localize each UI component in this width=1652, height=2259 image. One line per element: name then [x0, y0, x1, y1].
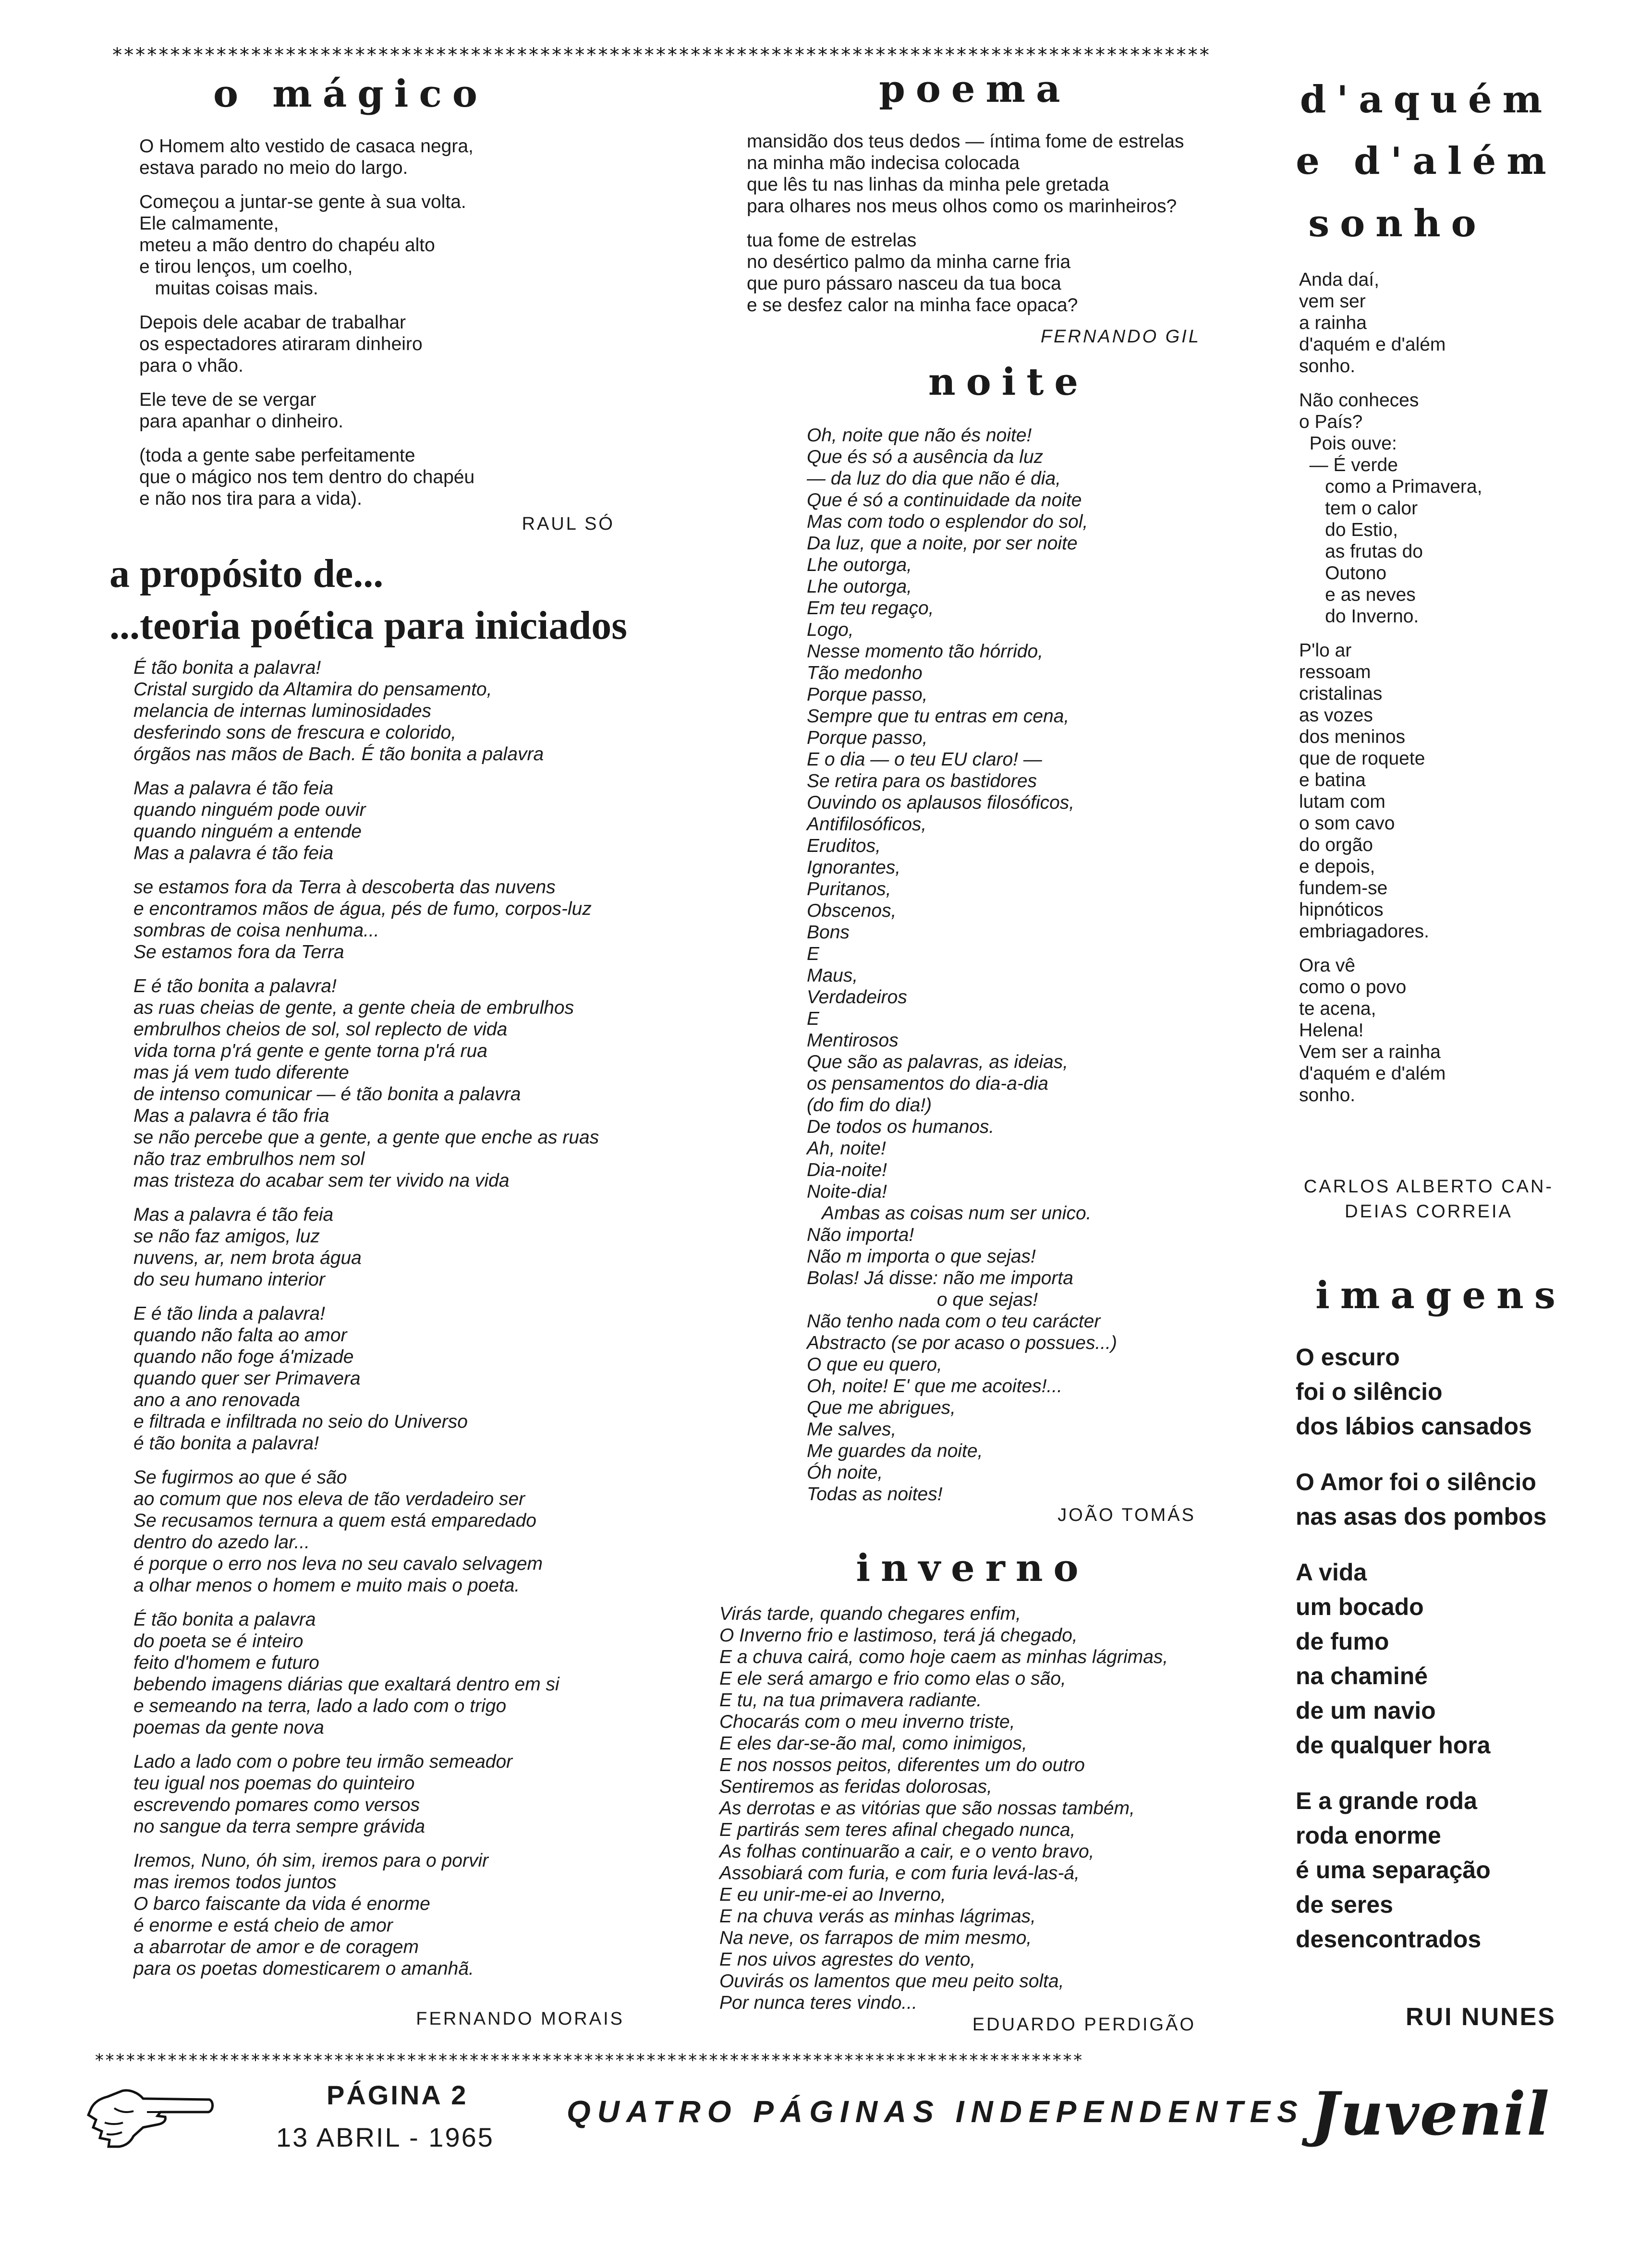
poem-line: sombras de coisa nenhuma...: [134, 920, 379, 941]
poem-line: P'lo ar: [1299, 640, 1352, 661]
poem-line: Sempre que tu entras em cena,: [807, 706, 1069, 727]
stanza: [139, 389, 581, 432]
aquem-title-3: sonho: [1308, 202, 1487, 245]
poem-line: Em teu regaço,: [807, 598, 934, 619]
aquem-author-1: CARLOS ALBERTO CAN-: [1303, 1177, 1554, 1197]
poem-line: meteu a mão dentro do chapéu alto: [139, 235, 435, 255]
stanza: [134, 777, 700, 864]
poem-line: Mas a palavra é tão feia: [134, 1204, 334, 1225]
stanza: [1296, 1555, 1584, 1762]
bottom-star-border: ***********************************************************************************************: [94, 2051, 1083, 2070]
poem-line: Lhe outorga,: [807, 555, 912, 575]
poem-line: Mas a palavra é tão fria: [134, 1105, 329, 1126]
poem-line: Ouvirás os lamentos que meu peito solta,: [719, 1971, 1064, 1992]
inverno-author: EDUARDO PERDIGÃO: [972, 2015, 1196, 2035]
poem-line: Se retira para os bastidores: [807, 771, 1037, 791]
poem-line: sonho.: [1299, 1085, 1356, 1105]
poem-line: Sentiremos as feridas dolorosas,: [719, 1776, 992, 1797]
poem-line: de intenso comunicar — é tão bonita a palavra: [134, 1084, 521, 1105]
poem-line: para o vhão.: [139, 355, 243, 376]
poem-line: desencontrados: [1296, 1926, 1482, 1953]
poem-line: O Homem alto vestido de casaca negra,: [139, 136, 474, 157]
poem-line: e semeando na terra, lado a lado com o trigo: [134, 1696, 507, 1716]
stanza: [1299, 269, 1568, 377]
poem-line: O escuro: [1296, 1344, 1400, 1371]
stanza: [134, 1850, 700, 1980]
poem-line: Bons: [807, 922, 850, 943]
poem-line: E eles dar-se-ão mal, como inimigos,: [719, 1733, 1027, 1754]
poem-line: Óh noite,: [807, 1462, 883, 1483]
poem-line: nas asas dos pombos: [1296, 1503, 1547, 1530]
poem-line: Outono: [1299, 563, 1387, 583]
poem-line: Obscenos,: [807, 900, 897, 921]
poem-line: melancia de internas luminosidades: [134, 701, 432, 721]
poem-line: os espectadores atiraram dinheiro: [139, 334, 423, 354]
poem-line: se estamos fora da Terra à descoberta das nuvens: [134, 877, 556, 898]
stanza: [1296, 1465, 1584, 1534]
poem-line: foi o silêncio: [1296, 1378, 1443, 1405]
poem-line: Mas com todo o esplendor do sol,: [807, 511, 1088, 532]
poem-line: escrevendo pomares como versos: [134, 1795, 420, 1815]
noite-author: JOÃO TOMÁS: [1057, 1505, 1196, 1525]
poem-line: não traz embrulhos nem sol: [134, 1149, 365, 1169]
poem-line: E partirás sem teres afinal chegado nunca,: [719, 1820, 1076, 1840]
poem-line: e as neves: [1299, 584, 1416, 605]
poem-line: que de roquete: [1299, 748, 1425, 769]
poem-line: mas tristeza do acabar sem ter vivido na vida: [134, 1170, 510, 1191]
poem-line: Depois dele acabar de trabalhar: [139, 312, 406, 333]
poem-line: e filtrada e infiltrada no seio do Universo: [134, 1411, 468, 1432]
poem-line: (do fim do dia!): [807, 1095, 932, 1116]
poem-line: para olhares nos meus olhos como os marinheiros?: [747, 196, 1177, 217]
poem-line: E tu, na tua primavera radiante.: [719, 1690, 982, 1711]
proposito-author: FERNANDO MORAIS: [416, 2009, 624, 2029]
poem-line: órgãos nas mãos de Bach. É tão bonita a palavra: [134, 744, 544, 765]
poem-line: — da luz do dia que não é dia,: [807, 468, 1061, 489]
poem-line: teu igual nos poemas do quinteiro: [134, 1773, 415, 1794]
poem-line: Não tenho nada com o teu carácter: [807, 1311, 1101, 1332]
poem-line: de um navio: [1296, 1697, 1436, 1724]
poem-line: Bolas! Já disse: não me importa: [807, 1268, 1073, 1288]
poem-line: d'aquém e d'além: [1299, 1063, 1446, 1084]
noite-title: noite: [928, 360, 1089, 404]
tagline: QUATRO PÁGINAS INDEPENDENTES: [567, 2094, 1304, 2129]
brand-logo: Juvenil: [1311, 2079, 1551, 2149]
poem-line: Ah, noite!: [807, 1138, 886, 1159]
poem-line: mas iremos todos juntos: [134, 1872, 337, 1893]
poem-line: Começou a juntar-se gente à sua volta.: [139, 192, 466, 212]
poem-line: de qualquer hora: [1296, 1732, 1491, 1759]
poem-line: hipnóticos: [1299, 899, 1384, 920]
poem-line: O Inverno frio e lastimoso, terá já chegado,: [719, 1625, 1078, 1646]
poem-line: Porque passo,: [807, 684, 928, 705]
poem-line: Mas a palavra é tão feia: [134, 843, 334, 863]
stanza: [134, 1467, 700, 1596]
poem-line: Que são as palavras, as ideias,: [807, 1052, 1069, 1072]
poem-line: tua fome de estrelas: [747, 230, 917, 251]
poem-line: do Inverno.: [1299, 606, 1419, 627]
poem-line: cristalinas: [1299, 683, 1383, 704]
poem-line: do seu humano interior: [134, 1269, 325, 1290]
poem-line: Ignorantes,: [807, 857, 901, 878]
poem-line: Abstracto (se por acaso o possues...): [807, 1333, 1117, 1353]
poem-line: as vozes: [1299, 705, 1373, 726]
poem-line: os pensamentos do dia-a-dia: [807, 1073, 1048, 1094]
poem-line: Que é só a continuidade da noite: [807, 490, 1082, 510]
stanza: [139, 191, 581, 299]
proposito-title-2: ...teoria poética para iniciados: [109, 603, 627, 648]
poem-line: poemas da gente nova: [134, 1717, 324, 1738]
poem-line: Chocarás com o meu inverno triste,: [719, 1712, 1015, 1732]
poem-line: dentro do azedo lar...: [134, 1532, 310, 1553]
imagens-poem: [1296, 1340, 1584, 1978]
issue-date: 13 ABRIL - 1965: [276, 2122, 494, 2152]
poem-line: Anda daí,: [1299, 269, 1379, 290]
poem-line: embriagadores.: [1299, 921, 1429, 942]
poem-line: a olhar menos o homem e muito mais o poeta.: [134, 1575, 520, 1596]
poem-line: Todas as noites!: [807, 1484, 943, 1505]
poem-line: que o mágico nos tem dentro do chapéu: [139, 467, 475, 487]
poem-line: para apanhar o dinheiro.: [139, 411, 343, 432]
poem-line: tem o calor: [1299, 498, 1418, 519]
poem-line: se não faz amigos, luz: [134, 1226, 320, 1247]
poem-line: Da luz, que a noite, por ser noite: [807, 533, 1078, 554]
poem-line: é porque o erro nos leva no seu cavalo selvagem: [134, 1554, 543, 1574]
poem-line: feito d'homem e futuro: [134, 1652, 319, 1673]
poem-line: E eu unir-me-ei ao Inverno,: [719, 1884, 946, 1905]
imagens-author: RUI NUNES: [1405, 2003, 1556, 2031]
poem-line: Antifilosóficos,: [807, 814, 927, 835]
stanza: [134, 876, 700, 963]
poem-line: Eruditos,: [807, 836, 881, 856]
poem-line: As folhas continuarão a cair, e o vento bravo,: [719, 1841, 1094, 1862]
top-star-border: ***********************************************************************************************: [111, 44, 1210, 66]
poem-line: a rainha: [1299, 313, 1367, 333]
poem-line: e encontramos mãos de água, pés de fumo, corpos-luz: [134, 899, 592, 919]
poem-line: E: [807, 944, 820, 964]
proposito-poem: [134, 657, 700, 1992]
poem-line: Ele calmamente,: [139, 213, 279, 234]
stanza: [1299, 955, 1568, 1106]
poem-line: E: [807, 1008, 820, 1029]
poem-line: para os poetas domesticarem o amanhã.: [134, 1958, 474, 1979]
aquem-title-2: e d'além: [1296, 139, 1557, 183]
poem-line: Mentirosos: [807, 1030, 899, 1051]
poem-line: as frutas do: [1299, 541, 1423, 562]
poem-line: as ruas cheias de gente, a gente cheia de embrulhos: [134, 997, 574, 1018]
poem-line: se não percebe que a gente, a gente que enche as ruas: [134, 1127, 599, 1148]
poem-line: Não m importa o que sejas!: [807, 1246, 1036, 1267]
poem-line: Me guardes da noite,: [807, 1441, 983, 1461]
poem-line: sonho.: [1299, 356, 1356, 376]
stanza: [1299, 640, 1568, 942]
poem-line: É tão bonita a palavra!: [134, 657, 321, 678]
poem-line: E nos uivos agrestes do vento,: [719, 1949, 976, 1970]
imagens-title: imagens: [1315, 1274, 1566, 1317]
poem-line: é tão bonita a palavra!: [134, 1433, 319, 1454]
poem-line: A vida: [1296, 1559, 1367, 1586]
aquem-author-2: DEIAS CORREIA: [1345, 1202, 1513, 1222]
poem-line: vem ser: [1299, 291, 1366, 312]
inverno-title: inverno: [856, 1546, 1089, 1590]
poem-line: dos lábios cansados: [1296, 1413, 1532, 1440]
poem-line: Virás tarde, quando chegares enfim,: [719, 1603, 1021, 1624]
poem-line: As derrotas e as vitórias que são nossas também,: [719, 1798, 1135, 1819]
poem-line: Nesse momento tão hórrido,: [807, 641, 1044, 662]
poem-line: E nos nossos peitos, diferentes um do outro: [719, 1755, 1085, 1775]
poem-line: O barco faiscante da vida é enorme: [134, 1894, 430, 1914]
poem-line: Tão medonho: [807, 663, 923, 683]
poem-line: que puro pássaro nasceu da tua boca: [747, 273, 1061, 294]
poem-line: um bocado: [1296, 1593, 1424, 1620]
poema-title: poema: [879, 67, 1071, 111]
poema-author: FERNANDO GIL: [1040, 327, 1201, 347]
stanza: [139, 135, 581, 179]
poem-line: do poeta se é inteiro: [134, 1631, 304, 1652]
poem-line: É tão bonita a palavra: [134, 1609, 316, 1630]
poem-line: Lado a lado com o pobre teu irmão semeador: [134, 1751, 513, 1772]
poem-line: Na neve, os farrapos de mim mesmo,: [719, 1928, 1032, 1948]
poem-line: mansidão dos teus dedos — íntima fome de estrelas: [747, 131, 1184, 152]
poem-line: O Amor foi o silêncio: [1296, 1469, 1536, 1495]
stanza: [747, 230, 1275, 316]
stanza: [134, 1303, 700, 1454]
poem-line: Lhe outorga,: [807, 576, 912, 597]
poem-line: O que eu quero,: [807, 1354, 942, 1375]
poem-line: o País?: [1299, 412, 1363, 432]
poem-line: que lês tu nas linhas da minha pele gretada: [747, 174, 1109, 195]
magico-author: RAUL SÓ: [522, 514, 615, 534]
poem-line: na minha mão indecisa colocada: [747, 153, 1020, 173]
poem-line: E o dia — o teu EU claro! —: [807, 749, 1042, 770]
stanza: [747, 131, 1275, 217]
poem-line: do orgão: [1299, 835, 1373, 855]
proposito-title-1: a propósito de...: [109, 551, 384, 596]
stanza: [134, 1751, 700, 1837]
poem-line: Que és só a ausência da luz: [807, 447, 1044, 467]
poem-line: E a chuva cairá, como hoje caem as minhas lágrimas,: [719, 1647, 1168, 1667]
aquem-title-1: d'aquém: [1300, 78, 1553, 121]
poem-line: — É verde: [1299, 455, 1398, 475]
poem-line: Ouvindo os aplausos filosóficos,: [807, 792, 1075, 813]
poem-line: estava parado no meio do largo.: [139, 158, 408, 178]
poem-line: Logo,: [807, 619, 854, 640]
poem-line: nuvens, ar, nem brota água: [134, 1248, 362, 1268]
stanza: [1296, 1784, 1584, 1956]
poem-line: E a grande roda: [1296, 1787, 1477, 1814]
poem-line: quando ninguém pode ouvir: [134, 800, 366, 820]
poem-line: no desértico palmo da minha carne fria: [747, 252, 1071, 272]
poem-line: a abarrotar de amor e de coragem: [134, 1937, 419, 1957]
poem-line: quando quer ser Primavera: [134, 1368, 361, 1389]
poem-line: de fumo: [1296, 1628, 1389, 1655]
poem-line: é uma separação: [1296, 1857, 1491, 1883]
poem-line: Iremos, Nuno, óh sim, iremos para o porvir: [134, 1850, 489, 1871]
poem-line: te acena,: [1299, 998, 1376, 1019]
magico-title: o mágico: [213, 72, 488, 116]
poem-line: e batina: [1299, 770, 1366, 790]
page-number: PÁGINA 2: [327, 2080, 468, 2110]
poem-line: Oh, noite que não és noite!: [807, 425, 1032, 446]
poem-line: como o povo: [1299, 977, 1407, 997]
poem-line: e se desfez calor na minha face opaca?: [747, 295, 1078, 316]
poem-line: ressoam: [1299, 662, 1371, 682]
poem-line: Se estamos fora da Terra: [134, 942, 344, 962]
poem-line: Se recusamos ternura a quem está emparedado: [134, 1510, 536, 1531]
poem-line: como a Primavera,: [1299, 476, 1482, 497]
poem-line: (toda a gente sabe perfeitamente: [139, 445, 415, 466]
poem-line: Ambas as coisas num ser unico.: [807, 1203, 1092, 1224]
stanza: [139, 445, 581, 510]
poem-line: Não importa!: [807, 1225, 914, 1245]
poem-line: Puritanos,: [807, 879, 891, 899]
poem-line: ao comum que nos eleva de tão verdadeiro ser: [134, 1489, 525, 1509]
stanza: [1296, 1340, 1584, 1444]
poem-line: ano a ano renovada: [134, 1390, 300, 1410]
poem-line: Se fugirmos ao que é são: [134, 1467, 347, 1488]
poem-line: embrulhos cheios de sol, sol replecto de vida: [134, 1019, 508, 1040]
stanza: [1299, 389, 1568, 627]
poem-line: e não nos tira para a vida).: [139, 488, 362, 509]
poem-line: Pois ouve:: [1299, 433, 1397, 454]
stanza: [134, 657, 700, 765]
poem-line: fundem-se: [1299, 878, 1388, 899]
poema-poem: [747, 131, 1275, 328]
poem-line: Por nunca teres vindo...: [719, 1992, 917, 2013]
poem-line: Assobiará com furia, e com furia levá-las-á,: [719, 1863, 1080, 1883]
noite-poem: [807, 425, 1239, 1505]
poem-line: Ora vê: [1299, 955, 1356, 976]
stanza: [134, 975, 700, 1191]
aquem-poem: [1299, 269, 1568, 1118]
poem-line: E ele será amargo e frio como elas o são,: [719, 1668, 1066, 1689]
poem-line: Não conheces: [1299, 390, 1419, 411]
poem-line: do Estio,: [1299, 520, 1398, 540]
poem-line: na chaminé: [1296, 1663, 1428, 1689]
poem-line: Verdadeiros: [807, 987, 907, 1008]
poem-line: Maus,: [807, 965, 858, 986]
poem-line: Mas a palavra é tão feia: [134, 778, 334, 799]
poem-line: é enorme e está cheio de amor: [134, 1915, 393, 1936]
poem-line: o que sejas!: [807, 1289, 1038, 1310]
poem-line: Ele teve de se vergar: [139, 389, 316, 410]
poem-line: Cristal surgido da Altamira do pensamento,: [134, 679, 492, 700]
poem-line: mas já vem tudo diferente: [134, 1062, 349, 1083]
poem-line: De todos os humanos.: [807, 1117, 995, 1137]
poem-line: lutam com: [1299, 791, 1385, 812]
poem-line: roda enorme: [1296, 1822, 1441, 1849]
poem-line: quando não falta ao amor: [134, 1325, 347, 1346]
poem-line: de seres: [1296, 1891, 1393, 1918]
poem-line: no sangue da terra sempre grávida: [134, 1816, 425, 1837]
poem-line: e depois,: [1299, 856, 1375, 877]
pointing-hand-icon: [85, 2075, 215, 2156]
poem-line: Helena!: [1299, 1020, 1364, 1041]
poem-line: E é tão linda a palavra!: [134, 1303, 325, 1324]
poem-line: Me salves,: [807, 1419, 897, 1440]
poem-line: E na chuva verás as minhas lágrimas,: [719, 1906, 1036, 1927]
poem-line: Noite-dia!: [807, 1181, 887, 1202]
inverno-poem: [719, 1603, 1272, 2014]
magico-poem: [139, 135, 581, 522]
poem-line: vida torna p'rá gente e gente torna p'rá rua: [134, 1041, 487, 1061]
poem-line: dos meninos: [1299, 727, 1406, 747]
stanza: [134, 1609, 700, 1738]
poem-line: Dia-noite!: [807, 1160, 887, 1180]
poem-line: bebendo imagens diárias que exaltará dentro em si: [134, 1674, 559, 1695]
poem-line: E é tão bonita a palavra!: [134, 976, 337, 996]
poem-line: quando não foge á'mizade: [134, 1347, 354, 1367]
poem-line: quando ninguém a entende: [134, 821, 362, 842]
stanza: [134, 1204, 700, 1290]
poem-line: Porque passo,: [807, 728, 928, 748]
poem-line: e tirou lenços, um coelho,: [139, 256, 353, 277]
poem-line: Oh, noite! E' que me acoites!...: [807, 1376, 1063, 1397]
poem-line: Vem ser a rainha: [1299, 1042, 1441, 1062]
poem-line: Que me abrigues,: [807, 1397, 956, 1418]
stanza: [139, 312, 581, 376]
poem-line: desferindo sons de frescura e colorido,: [134, 722, 457, 743]
poem-line: o som cavo: [1299, 813, 1395, 834]
poem-line: d'aquém e d'além: [1299, 334, 1446, 355]
poem-line: muitas coisas mais.: [139, 278, 318, 299]
